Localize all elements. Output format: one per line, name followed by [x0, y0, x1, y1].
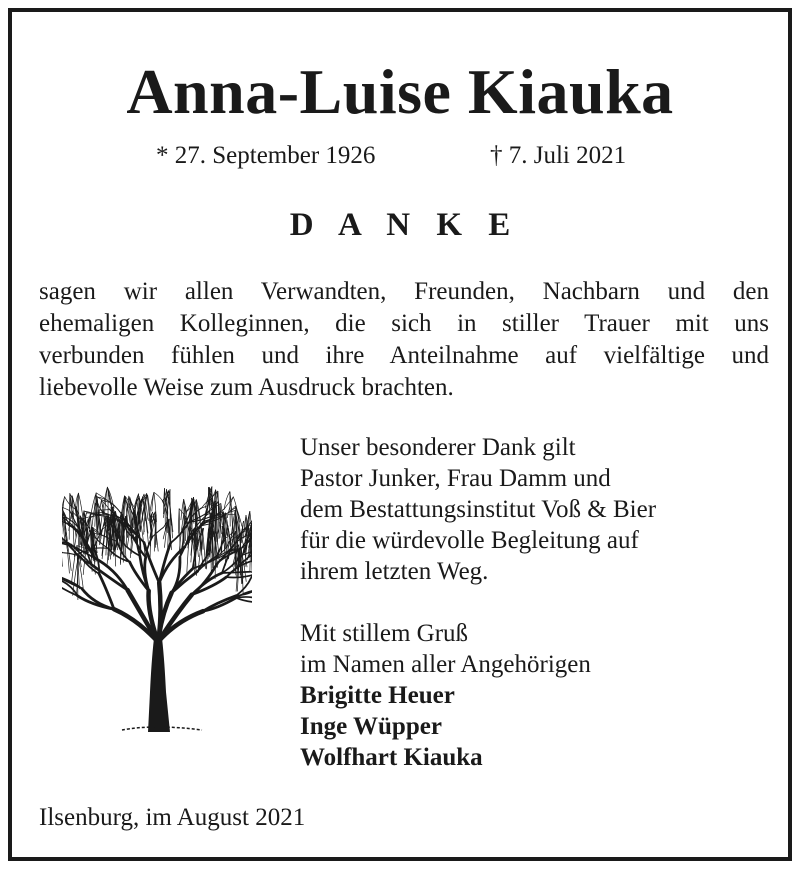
- deceased-name: Anna-Luise Kiauka: [126, 56, 674, 127]
- thanks-paragraph: [39, 276, 769, 404]
- weeping-tree-icon: [62, 460, 252, 732]
- death-date: † 7. Juli 2021: [490, 142, 627, 169]
- special-thanks-block: [300, 432, 656, 773]
- thanks-heading: D A N K E: [289, 207, 520, 243]
- signatory-name: Wolfhart Kiauka: [300, 744, 483, 771]
- tree-trunk: [148, 638, 170, 732]
- intro-line: ehemaligen Kolleginnen, die sich in stiller Trauer mit uns: [39, 310, 769, 337]
- place-date: Ilsenburg, im August 2021: [39, 804, 306, 831]
- intro-line: liebevolle Weise zum Ausdruck brachten.: [39, 374, 454, 401]
- intro-line: sagen wir allen Verwandten, Freunden, Nachbarn und den: [39, 278, 769, 305]
- signatory-name: Inge Wüpper: [300, 713, 442, 740]
- greeting: Mit stillem Gruß: [300, 620, 469, 647]
- special-thanks-line: ihrem letzten Weg.: [300, 558, 489, 585]
- special-thanks-line: Pastor Junker, Frau Damm und: [300, 465, 611, 492]
- special-thanks-line: Unser besonderer Dank gilt: [300, 434, 576, 461]
- on-behalf: im Namen aller Angehörigen: [300, 651, 591, 678]
- intro-line: verbunden fühlen und ihre Anteilnahme auf vielfältige und: [39, 342, 769, 369]
- birth-date: * 27. September 1926: [156, 142, 376, 169]
- obituary-notice: [8, 8, 792, 861]
- signatory-name: Brigitte Heuer: [300, 682, 455, 709]
- special-thanks-line: dem Bestattungsinstitut Voß & Bier: [300, 496, 657, 523]
- special-thanks-line: für die würdevolle Begleitung auf: [300, 527, 639, 554]
